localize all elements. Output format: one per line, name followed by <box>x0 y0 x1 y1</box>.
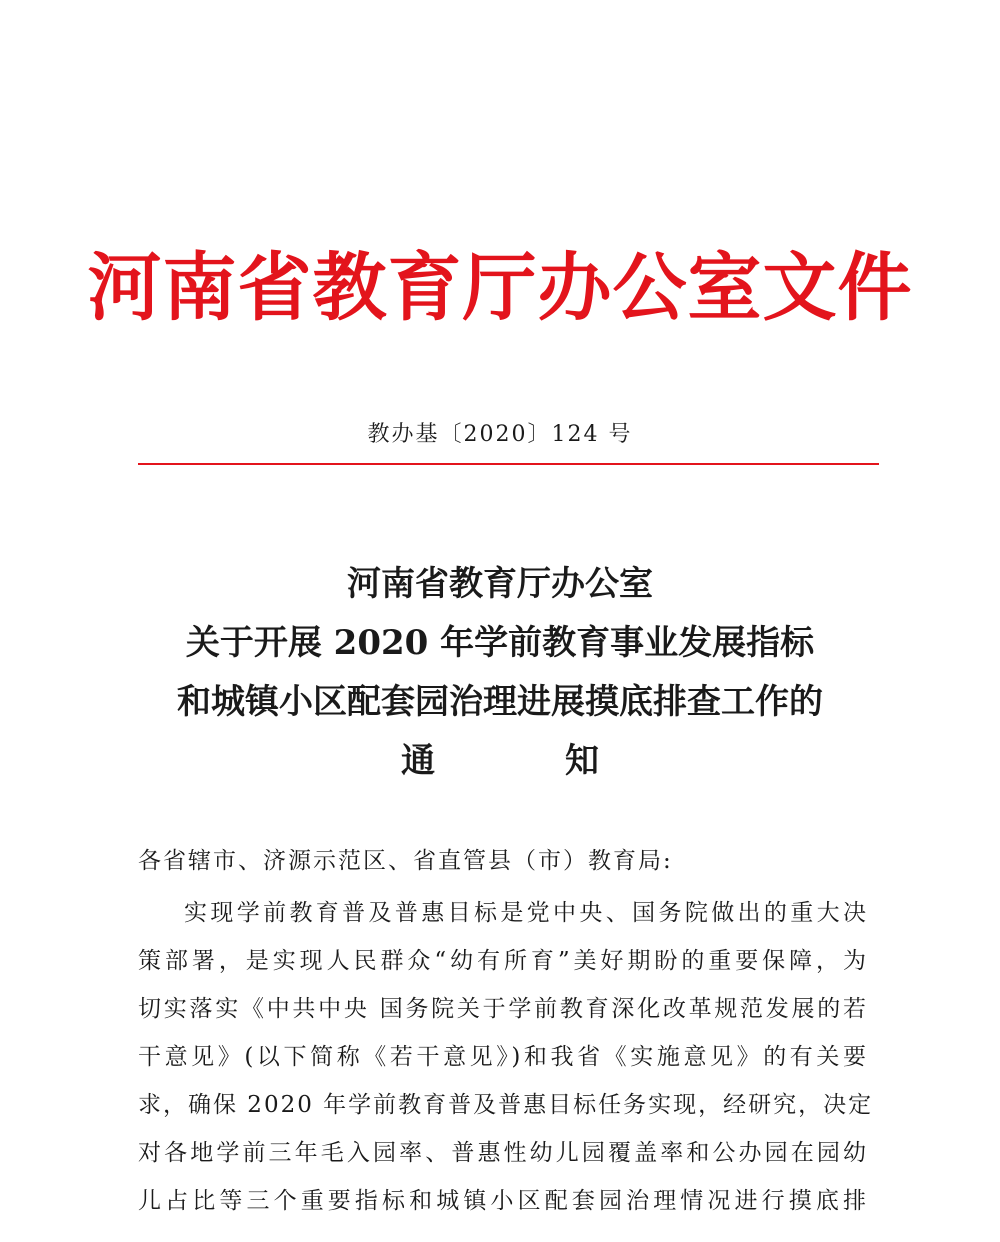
notice-title-word-left: 通 <box>401 741 435 781</box>
document-number: 教办基〔2020〕124 号 <box>367 422 633 447</box>
paragraph-line: 策部署，是实现人民群众“幼有所育”美好期盼的重要保障，为 <box>138 948 868 974</box>
notice-title-line-2: 关于开展 2020 年学前教育事业发展指标 <box>185 623 815 663</box>
paragraph-line: 干意见》(以下简称《若干意见》)和我省《实施意见》的有关要 <box>138 1044 868 1070</box>
notice-title-line-3: 和城镇小区配套园治理进展摸底排查工作的 <box>177 682 823 722</box>
paragraph-line: 对各地学前三年毛入园率、普惠性幼儿园覆盖率和公办园在园幼 <box>138 1140 868 1166</box>
paragraph-line: 实现学前教育普及普惠目标是党中央、国务院做出的重大决 <box>184 900 868 926</box>
notice-title-line-4 <box>0 732 1000 791</box>
body-paragraph <box>138 889 874 1225</box>
salutation: 各省辖市、济源示范区、省直管县（市）教育局: <box>138 848 673 874</box>
notice-title-word-right: 知 <box>565 741 599 781</box>
paragraph-line: 切实落实《中共中央 国务院关于学前教育深化改革规范发展的若 <box>138 996 868 1022</box>
paragraph-line: 儿占比等三个重要指标和城镇小区配套园治理情况进行摸底排 <box>138 1188 868 1214</box>
paragraph-line: 求，确保 2020 年学前教育普及普惠目标任务实现，经研究，决定 <box>138 1092 874 1118</box>
notice-title-line-1: 河南省教育厅办公室 <box>347 564 653 604</box>
document-header-title: 河南省教育厅办公室文件 <box>87 245 913 331</box>
notice-title <box>0 555 1000 791</box>
red-divider-line <box>138 463 879 465</box>
